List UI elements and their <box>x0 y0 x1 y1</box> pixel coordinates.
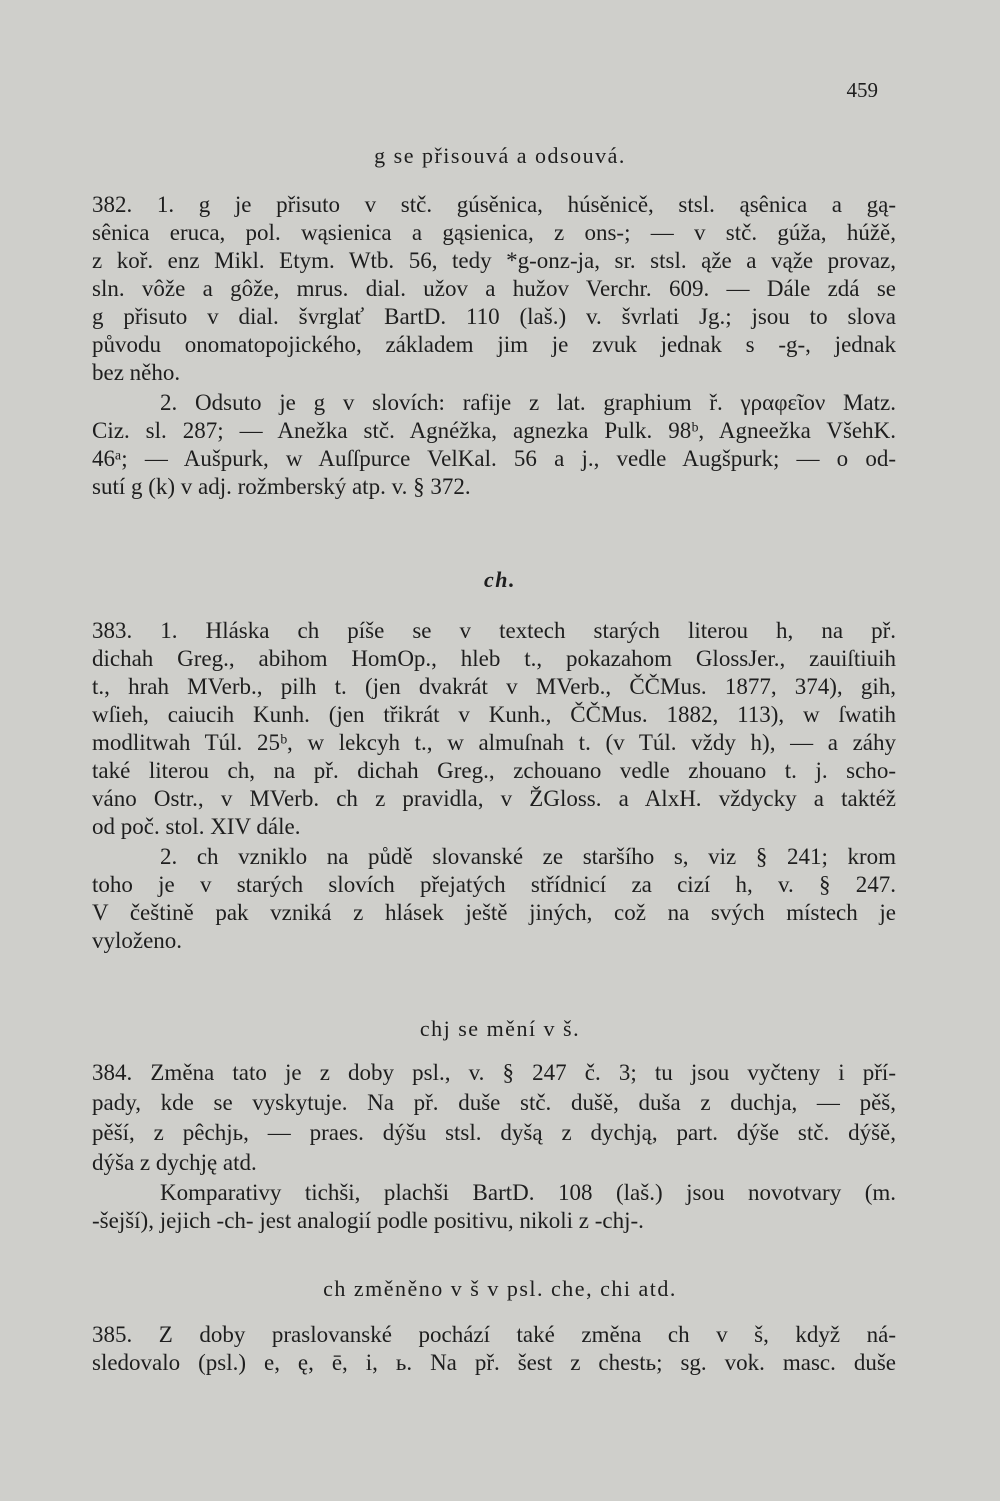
text-line: pady, kde se vyskytuje. Na př. duše stč. dušě, duša z duchja, — pěš, <box>92 1090 896 1115</box>
text-line: 383. 1. Hláska ch píše se v textech starých literou h, na př. <box>92 618 896 643</box>
text-line: g přisuto v dial. švrglať BartD. 110 (laš.) v. švrlati Jg.; jsou to slova <box>92 304 896 329</box>
text-line: t., hrah MVerb., pilh t. (jen dvakrát v MVerb., ČČMus. 1877, 374), gih, <box>92 674 896 699</box>
text-line: 2. Odsuto je g v slovích: rafije z lat. graphium ř. γραφεῖον Matz. <box>160 390 896 415</box>
text-line: také literou ch, na př. dichah Greg., zchouano vedle zhouano t. j. scho- <box>92 758 896 783</box>
text-line: toho je v starých slovích přejatých střídnicí za cizí h, v. § 247. <box>92 872 896 897</box>
text-line: sutí g (k) v adj. rožmberský atp. v. § 372. <box>92 474 471 499</box>
text-line: sledovalo (psl.) e, ę, ē, i, ь. Na př. šest z chestь; sg. vok. masc. duše <box>92 1350 896 1375</box>
text-line: z koř. enz Mikl. Etym. Wtb. 56, tedy *g-onz-ja, sr. stsl. ąže a vąže provaz, <box>92 248 896 273</box>
text-line: V češtině pak vzniká z hlásek ještě jiných, což na svých místech je <box>92 900 896 925</box>
text-line: pěší, z pêchjь, — praes. dýšu stsl. dyšą z dychją, part. dýše stč. dýšě, <box>92 1120 896 1145</box>
section-heading-ch-s: ch změněno v š v psl. che, chi atd. <box>323 1276 677 1301</box>
text-line: váno Ostr., v MVerb. ch z pravidla, v ŽGloss. a AlxH. vždycky a taktéž <box>92 786 896 811</box>
text-line: sênica eruca, pol. wąsienica a gąsienica, z ons-; — v stč. gúža, húžě, <box>92 220 896 245</box>
text-line: -šejší), jejich -ch- jest analogií podle positivu, nikoli z -chj-. <box>92 1208 644 1233</box>
text-line: Komparativy tichši, plachši BartD. 108 (laš.) jsou novotvary (m. <box>160 1180 896 1205</box>
text-line: 384. Změna tato je z doby psl., v. § 247 č. 3; tu jsou vyčteny i pří- <box>92 1060 896 1085</box>
text-line: dichah Greg., abihom HomOp., hleb t., pokazahom GlossJer., zauiſtiuih <box>92 646 896 671</box>
text-line: 2. ch vzniklo na půdě slovanské ze staršího s, viz § 241; krom <box>160 844 896 869</box>
text-line: Ciz. sl. 287; — Anežka stč. Agnéžka, agnezka Pulk. 98ᵇ, Agneežka VšehK. <box>92 418 896 443</box>
text-line: 382. 1. g je přisuto v stč. gúsěnica, húsěnicě, stsl. ąsênica a gą- <box>92 192 896 217</box>
text-line: wſieh, caiucih Kunh. (jen třikrát v Kunh., ČČMus. 1882, 113), w ſwatih <box>92 702 896 727</box>
section-heading-chj: chj se mění v š. <box>419 1016 581 1041</box>
text-line: sln. vôže a gôže, mrus. dial. užov a hužov Verchr. 609. — Dále zdá se <box>92 276 896 301</box>
text-line: od poč. stol. XIV dále. <box>92 814 301 839</box>
text-line: bez něho. <box>92 360 181 385</box>
text-line: dýša z dychję atd. <box>92 1150 257 1175</box>
text-line: modlitwah Túl. 25ᵇ, w lekcyh t., w almuſnah t. (v Túl. vždy h), — a záhy <box>92 730 896 755</box>
page-number: 459 <box>846 78 878 102</box>
text-line: původu onomatopojického, základem jim je zvuk jednak s -g-, jednak <box>92 332 896 357</box>
text-line: 385. Z doby praslovanské pochází také změna ch v š, když ná- <box>92 1322 896 1347</box>
section-heading-ch: ch. <box>484 567 516 592</box>
section-heading-g: g se přisouvá a odsouvá. <box>374 143 626 168</box>
text-line: 46ᵃ; — Aušpurk, w Auſſpurce VelKal. 56 a j., vedle Augšpurk; — o od- <box>92 446 896 471</box>
text-line: vyloženo. <box>92 928 183 953</box>
